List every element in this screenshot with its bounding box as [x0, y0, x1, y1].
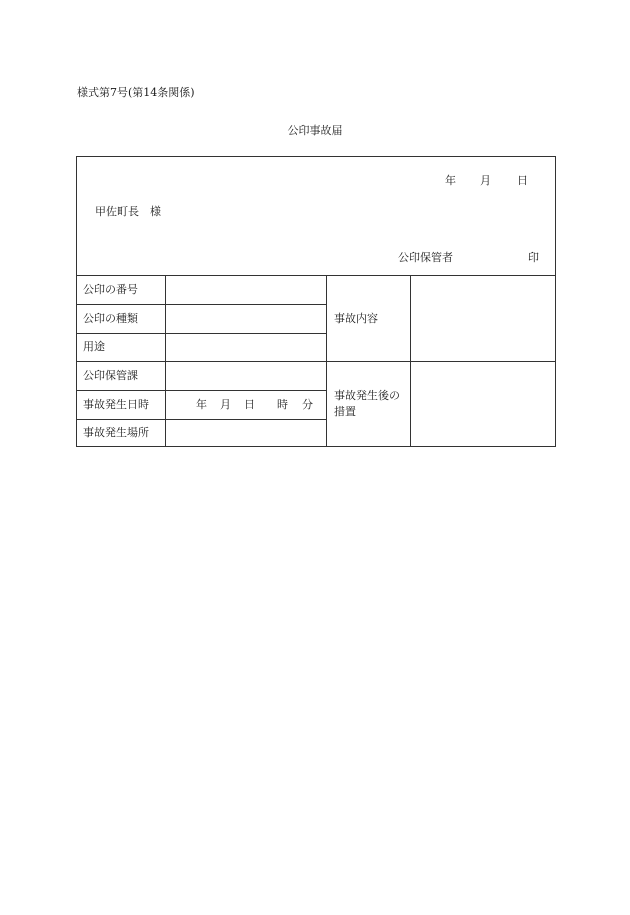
datetime-label: 事故発生日時 — [83, 398, 149, 411]
seal-keeper-label: 公印保管者 — [398, 251, 453, 264]
right-label-divider — [410, 275, 411, 446]
datetime-year-unit: 年 — [196, 398, 207, 411]
date-day-label: 日 — [517, 174, 528, 187]
datetime-minute-unit: 分 — [302, 398, 313, 411]
date-year-label: 年 — [445, 174, 456, 187]
date-month-label: 月 — [480, 174, 491, 187]
place-label: 事故発生場所 — [83, 426, 149, 439]
addressee: 甲佐町長 様 — [95, 205, 161, 218]
measures-label-line1: 事故発生後の — [334, 389, 400, 402]
usage-label: 用途 — [83, 340, 105, 353]
section-divider — [77, 361, 555, 362]
label-column-divider — [165, 275, 166, 446]
seal-mark: 印 — [528, 251, 539, 264]
datetime-hour-unit: 時 — [277, 398, 288, 411]
form-number: 様式第7号(第14条関係) — [77, 86, 195, 99]
keeper-section-label: 公印保管課 — [83, 369, 138, 382]
row-divider — [77, 419, 327, 420]
header-divider — [77, 275, 555, 276]
row-divider — [77, 333, 327, 334]
seal-type-label: 公印の種類 — [83, 312, 138, 325]
incident-details-label: 事故内容 — [334, 312, 378, 325]
middle-column-divider — [326, 275, 327, 446]
row-divider — [77, 304, 327, 305]
row-divider — [77, 390, 327, 391]
datetime-day-unit: 日 — [244, 398, 255, 411]
document-title: 公印事故届 — [287, 124, 343, 137]
seal-number-label: 公印の番号 — [83, 283, 138, 296]
datetime-month-unit: 月 — [220, 398, 231, 411]
measures-label-line2: 措置 — [334, 405, 356, 418]
form-table — [76, 156, 556, 447]
